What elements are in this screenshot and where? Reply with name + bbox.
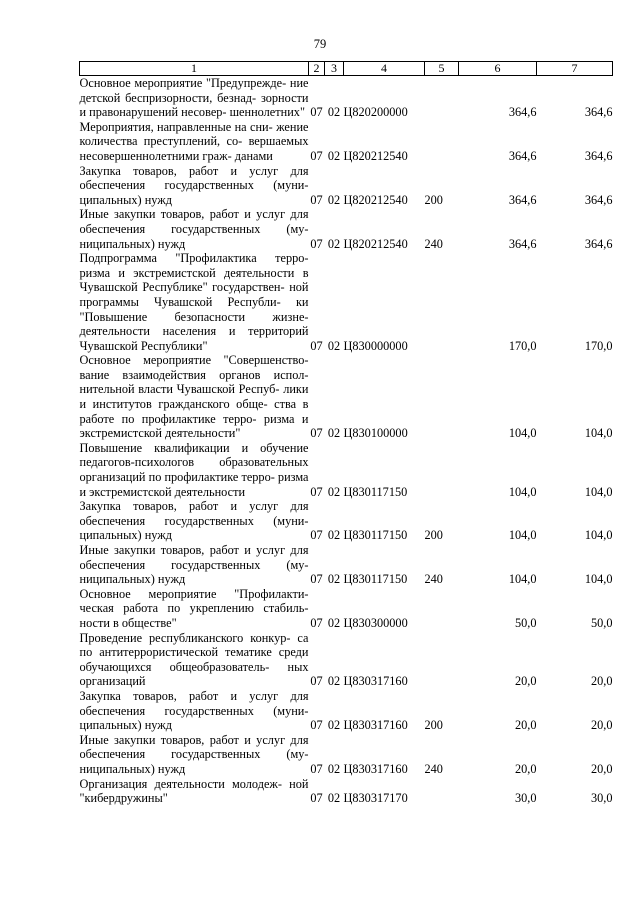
subsection-code: 02 [327,528,341,543]
expense-type-code [425,251,459,353]
amount-year-2: 364,6 [584,236,613,251]
section-code: 07 [310,718,323,733]
amount-year-1: 104,0 [508,572,537,587]
expense-type-code [425,587,459,631]
amount-year-2: 30,0 [590,791,613,806]
amount-year-1: 364,6 [508,148,537,163]
item-name: Закупка товаров, работ и услуг для обеспечения государственных (муни- ципальных) нужд [79,163,309,207]
expense-type-code [425,441,459,499]
table-row [80,631,613,689]
amount-year-2: 364,6 [584,105,613,120]
subsection-code: 02 [327,791,341,806]
expense-type-code: 240 [424,236,443,251]
table-row [80,689,613,733]
amount-year-2: 20,0 [590,761,613,776]
target-article-code: Ц830000000 [343,338,408,353]
page-number: 79 [313,37,327,51]
amount-year-2: 20,0 [590,718,613,733]
item-name: Организация деятельности молодеж- ной "кибердружины" [79,776,309,806]
target-article-code: Ц830317160 [343,718,408,733]
section-code: 07 [310,236,323,251]
subsection-code: 02 [327,572,341,587]
section-code: 07 [310,338,323,353]
amount-year-2: 20,0 [590,674,613,689]
section-code: 07 [310,528,323,543]
section-code: 07 [310,572,323,587]
item-name: Иные закупки товаров, работ и услуг для обеспечения государственных (му- ниципальных) нужд [79,543,309,587]
budget-table [79,61,613,806]
item-name: Основное мероприятие "Совершенство- вание взаимодействия органов испол- нительной власти Чувашской Респуб- лики и институтов гражданского обще- ства в работе по профилактике терро- ризма и экстремистской деятельности" [79,353,309,441]
expense-type-code: 240 [424,572,443,587]
expense-type-code: 200 [424,718,443,733]
table-row [80,251,613,353]
target-article-code: Ц830117150 [343,572,408,587]
column-header: 2 [309,62,325,76]
item-name: Подпрограмма "Профилактика терро- ризма и экстремистской деятельности в Чувашской Республике" государствен- ной программы Чувашской Республи- ки "Повышение безопасности жизне- деятельности населения и территорий Чувашской Республики" [79,251,309,353]
target-article-code: Ц820200000 [343,105,408,120]
subsection-code: 02 [327,761,341,776]
amount-year-2: 104,0 [584,484,613,499]
amount-year-1: 20,0 [514,761,537,776]
item-name: Проведение республиканского конкур- са по антитеррористической тематике среди обучающихся общеобразователь- ных организаций [79,630,309,689]
amount-year-1: 30,0 [514,791,537,806]
table-row [80,164,613,208]
amount-year-2: 104,0 [584,528,613,543]
subsection-code: 02 [327,426,341,441]
table-row [80,76,613,120]
subsection-code: 02 [327,105,341,120]
subsection-code: 02 [327,192,341,207]
target-article-code: Ц830117150 [343,528,408,543]
amount-year-1: 20,0 [514,718,537,733]
target-article-code: Ц830100000 [343,426,408,441]
column-header: 1 [80,62,309,76]
expense-type-code: 240 [424,761,443,776]
item-name: Иные закупки товаров, работ и услуг для обеспечения государственных (му- ниципальных) нужд [79,207,309,251]
table-row [80,777,613,806]
section-code: 07 [310,791,323,806]
subsection-code: 02 [327,615,341,630]
amount-year-1: 364,6 [508,236,537,251]
column-header: 6 [459,62,537,76]
item-name: Закупка товаров, работ и услуг для обеспечения государственных (муни- ципальных) нужд [79,499,309,543]
section-code: 07 [310,761,323,776]
target-article-code: Ц820212540 [343,192,408,207]
column-header: 3 [325,62,344,76]
item-name: Мероприятия, направленные на сни- жение количества преступлений, со- вершаемых несовершеннолетними граж- данами [79,119,309,163]
column-header: 5 [425,62,459,76]
expense-type-code [425,631,459,689]
amount-year-1: 20,0 [514,674,537,689]
item-name: Закупка товаров, работ и услуг для обеспечения государственных (муни- ципальных) нужд [79,688,309,733]
table-row [80,120,613,164]
target-article-code: Ц830317170 [343,791,408,806]
item-name: Иные закупки товаров, работ и услуг для обеспечения государственных (му- ниципальных) нужд [79,732,309,776]
amount-year-2: 104,0 [584,426,613,441]
table-row [80,733,613,777]
column-header: 4 [344,62,425,76]
subsection-code: 02 [327,236,341,251]
item-name: Основное мероприятие "Профилакти- ческая работа по укреплению стабиль- ности в обществе" [79,586,309,630]
subsection-code: 02 [327,148,341,163]
amount-year-2: 364,6 [584,148,613,163]
section-code: 07 [310,484,323,499]
subsection-code: 02 [327,484,341,499]
expense-type-code [425,120,459,164]
target-article-code: Ц820212540 [343,148,408,163]
expense-type-code [425,353,459,441]
amount-year-1: 50,0 [514,615,537,630]
target-article-code: Ц820212540 [343,236,408,251]
amount-year-2: 364,6 [584,192,613,207]
expense-type-code [425,76,459,120]
section-code: 07 [310,615,323,630]
table-row [80,353,613,441]
section-code: 07 [310,674,323,689]
target-article-code: Ц830317160 [343,674,408,689]
amount-year-1: 364,6 [508,192,537,207]
target-article-code: Ц830317160 [343,761,408,776]
header-row [80,62,613,76]
amount-year-1: 104,0 [508,426,537,441]
expense-type-code: 200 [424,528,443,543]
section-code: 07 [310,148,323,163]
item-name: Повышение квалификации и обучение педагогов-психологов образовательных организаций по профилактике терро- ризма и экстремистской деятельности [79,440,309,499]
amount-year-1: 364,6 [508,105,537,120]
table-row [80,587,613,631]
amount-year-2: 170,0 [584,338,613,353]
table-row [80,441,613,499]
amount-year-2: 104,0 [584,572,613,587]
section-code: 07 [310,105,323,120]
section-code: 07 [310,426,323,441]
column-header: 7 [537,62,613,76]
table-row [80,207,613,251]
subsection-code: 02 [327,718,341,733]
expense-type-code [425,777,459,806]
item-name: Основное мероприятие "Предупрежде- ние детской беспризорности, безнад- зорности и правонарушений несовер- шеннолетних" [79,76,309,120]
target-article-code: Ц830117150 [343,484,408,499]
amount-year-1: 104,0 [508,484,537,499]
subsection-code: 02 [327,338,341,353]
target-article-code: Ц830300000 [343,615,408,630]
amount-year-2: 50,0 [590,615,613,630]
expense-type-code: 200 [424,192,443,207]
subsection-code: 02 [327,674,341,689]
table-row [80,543,613,587]
amount-year-1: 104,0 [508,528,537,543]
section-code: 07 [310,192,323,207]
table-row [80,499,613,543]
amount-year-1: 170,0 [508,338,537,353]
